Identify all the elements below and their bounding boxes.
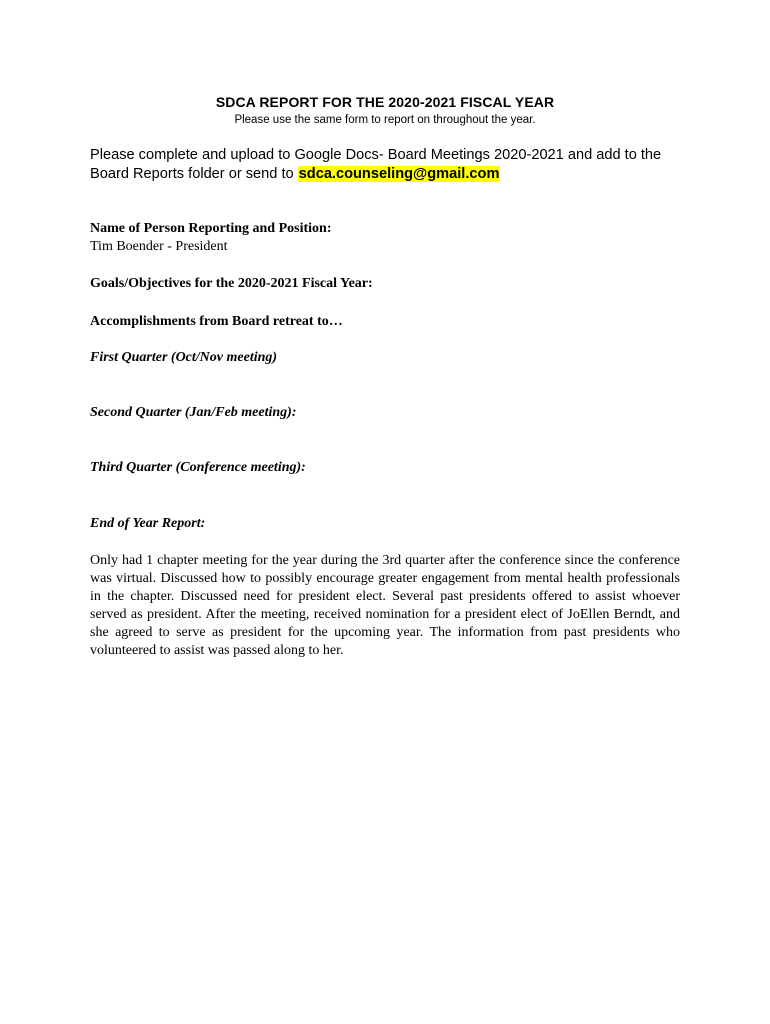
upload-instructions xyxy=(90,146,690,184)
third-quarter-label: Third Quarter (Conference meeting): xyxy=(90,460,306,475)
second-quarter-label: Second Quarter (Jan/Feb meeting): xyxy=(90,405,297,420)
instructions-text: Please complete and upload to Google Docs- Board Meetings 2020-2021 and add to the Board Reports folder or send to xyxy=(90,147,662,182)
name-position-value: Tim Boender - President xyxy=(90,239,228,254)
end-of-year-label: End of Year Report: xyxy=(90,516,206,531)
end-of-year-report-text: Only had 1 chapter meeting for the year during the 3rd quarter after the conference since the conference was virtual. Discussed how to possibly encourage greater engagement from mental health professionals in the chapter. Discussed need for president elect. Several past presidents offered to assist whoever served as president. After the meeting, received nomination for a president elect of JoEllen Berndt, and she agreed to serve as president for the upcoming year. The information from past presidents who volunteered to assist was passed along to her. xyxy=(90,553,680,658)
first-quarter-label: First Quarter (Oct/Nov meeting) xyxy=(90,350,278,365)
report-subtitle: Please use the same form to report on throughout the year. xyxy=(234,114,536,126)
contact-email: sdca.counseling@gmail.com xyxy=(298,166,500,182)
report-title: SDCA REPORT FOR THE 2020-2021 FISCAL YEAR xyxy=(215,94,555,110)
name-position-label: Name of Person Reporting and Position: xyxy=(90,221,332,236)
goals-label: Goals/Objectives for the 2020-2021 Fiscal Year: xyxy=(90,276,373,291)
accomplishments-label: Accomplishments from Board retreat to… xyxy=(90,314,343,329)
